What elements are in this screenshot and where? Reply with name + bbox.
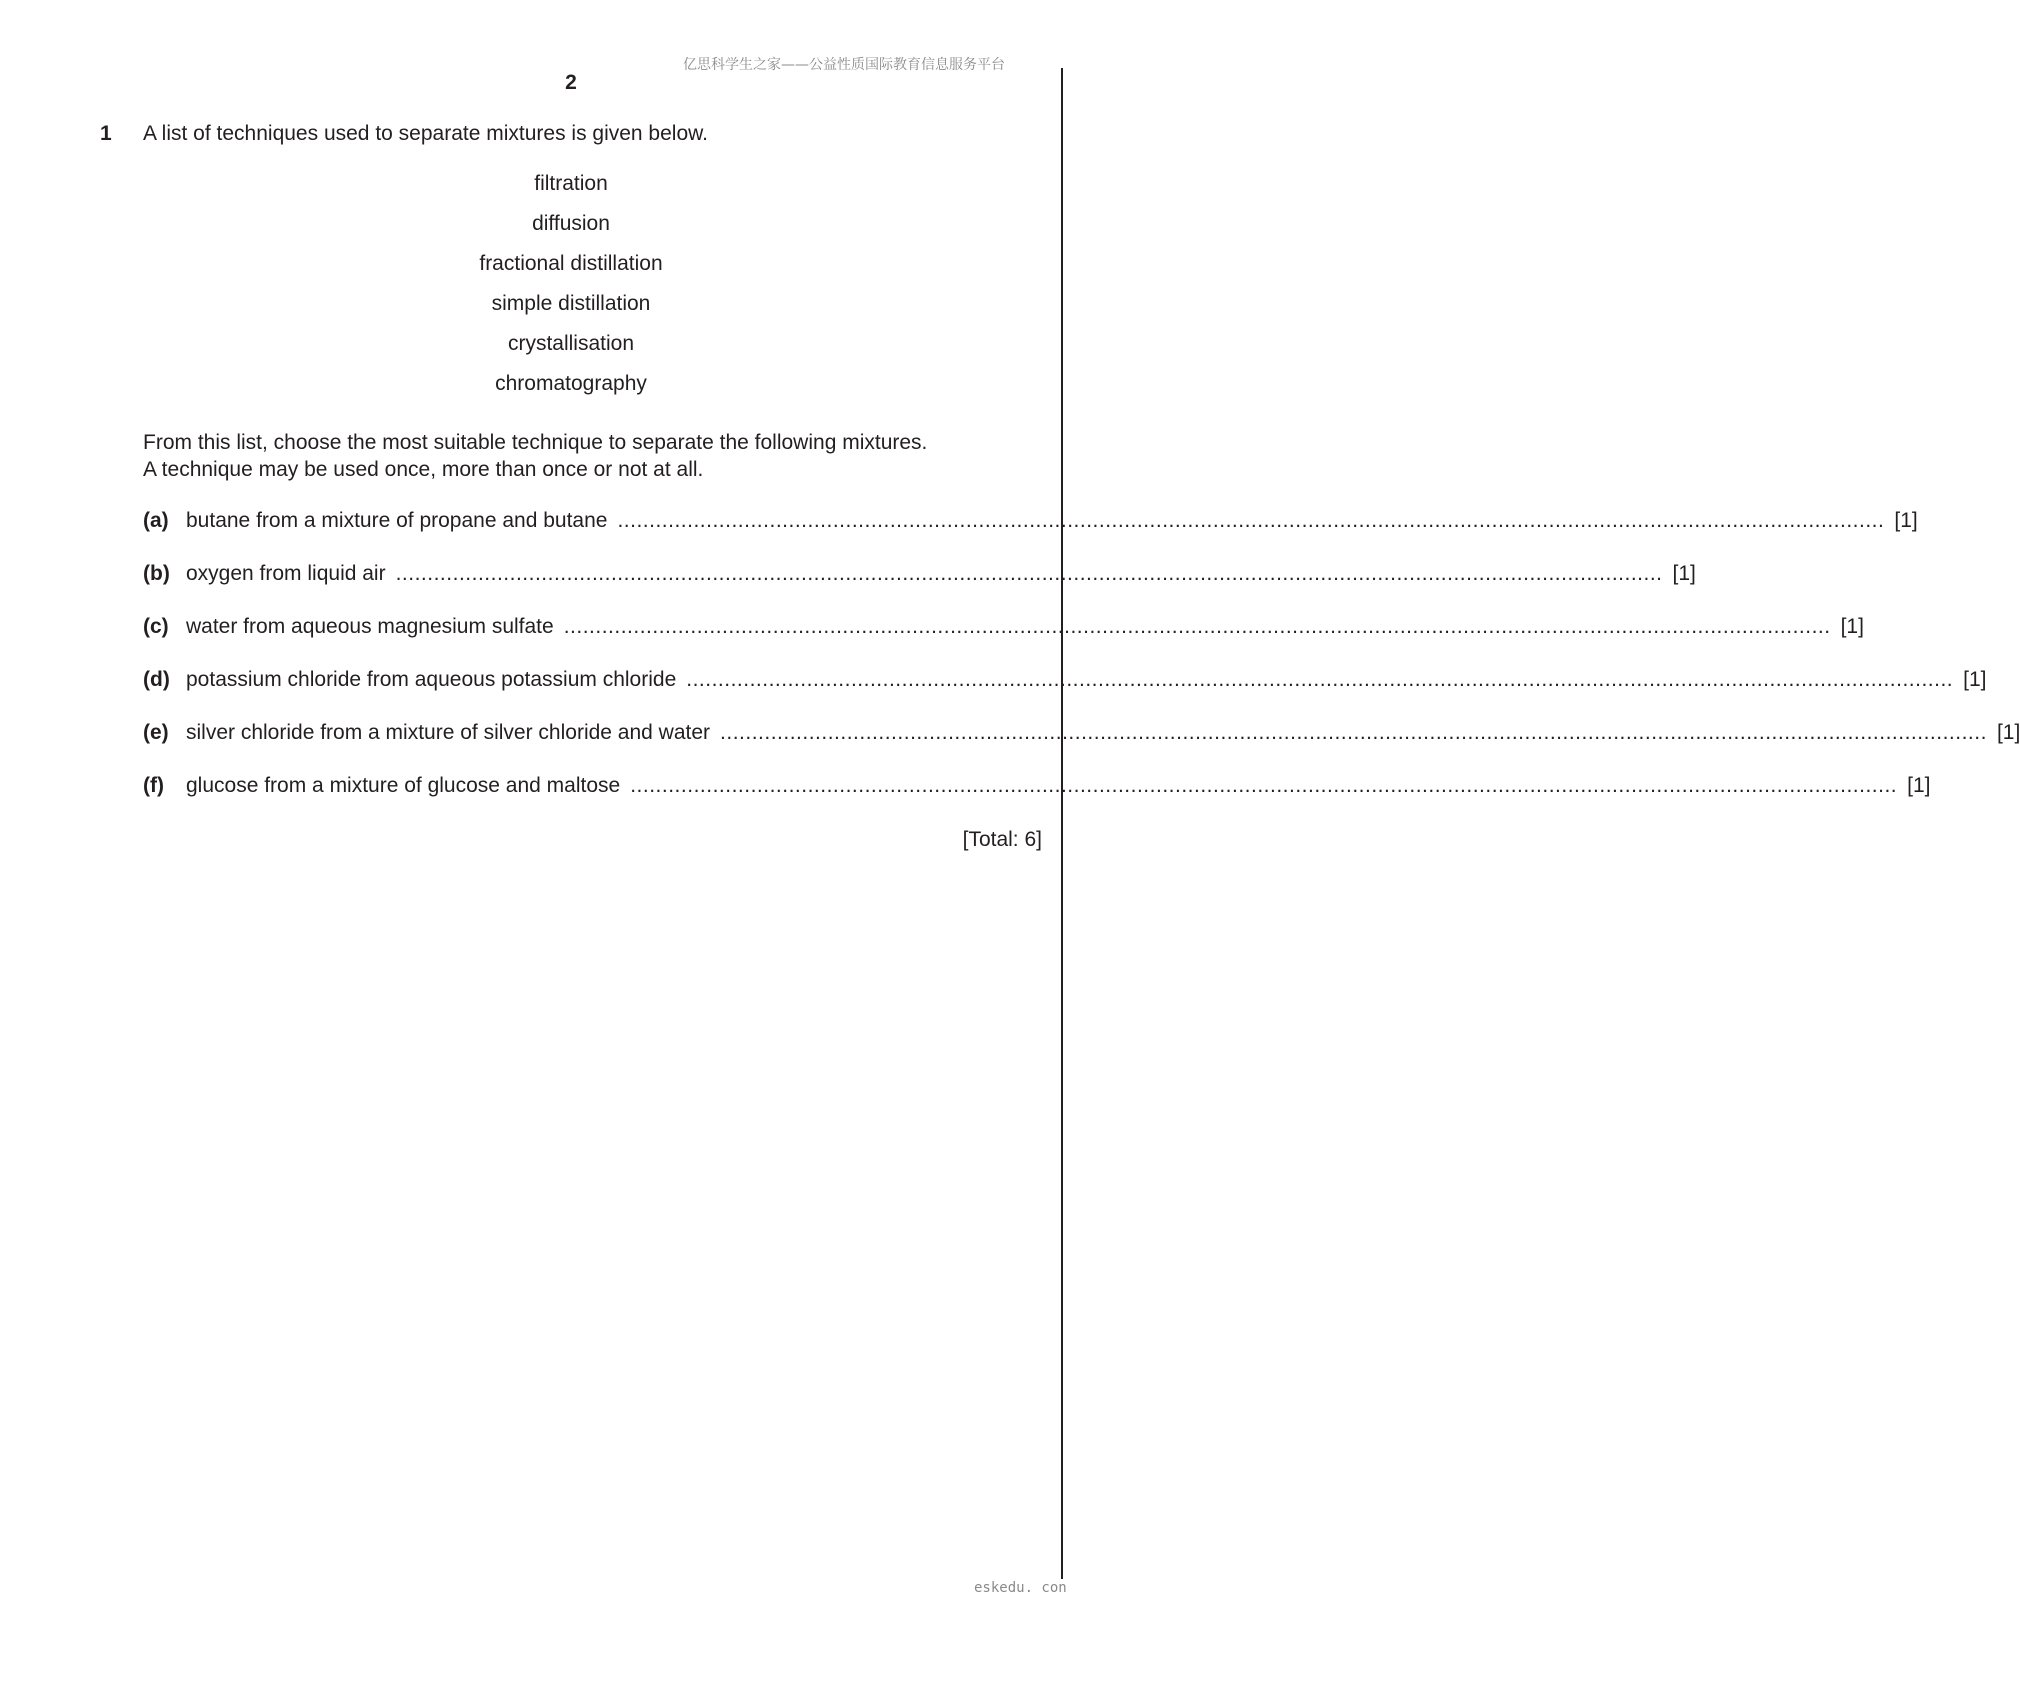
part-label: (c) (143, 615, 169, 638)
part-label: (a) (143, 509, 169, 532)
part-label: (e) (143, 721, 169, 744)
part-text: glucose from a mixture of glucose and maltose (186, 774, 621, 797)
part-label: (d) (143, 668, 170, 691)
technique-item: diffusion (532, 212, 610, 235)
question-number: 1 (100, 122, 112, 145)
answer-line[interactable]: ........................................................................................................................................................................................................ (617, 509, 1885, 532)
part-label: (b) (143, 562, 170, 585)
total-marks: [Total: 6] (962, 828, 1042, 851)
technique-item: fractional distillation (479, 252, 663, 275)
part-text: water from aqueous magnesium sulfate (186, 615, 554, 638)
part-text: oxygen from liquid air (186, 562, 386, 585)
question-part-e (143, 720, 2020, 773)
part-mark: [1] (1894, 509, 1918, 532)
technique-list (0, 172, 1142, 412)
header-watermark: 亿思科学生之家——公益性质国际教育信息服务平台 (683, 57, 1005, 73)
part-text: butane from a mixture of propane and butane (186, 509, 608, 532)
part-mark: [1] (1907, 774, 1931, 797)
question-part-c (143, 614, 1864, 667)
part-label: (f) (143, 774, 164, 797)
part-mark: [1] (1996, 721, 2020, 744)
footer-watermark: eskedu. con (974, 1580, 1067, 1596)
question-part-d (143, 667, 1987, 720)
answer-line[interactable]: ........................................................................................................................................................................................................ (686, 668, 1954, 691)
answer-line[interactable]: ........................................................................................................................................................................................................ (630, 774, 1898, 797)
question-part-f (143, 773, 1931, 826)
answer-line[interactable]: ........................................................................................................................................................................................................ (395, 562, 1663, 585)
technique-item: chromatography (495, 372, 647, 395)
part-mark: [1] (1672, 562, 1696, 585)
instructions (143, 429, 927, 483)
part-text: potassium chloride from aqueous potassium chloride (186, 668, 677, 691)
answer-line[interactable]: ........................................................................................................................................................................................................ (720, 721, 1987, 744)
technique-item: simple distillation (491, 292, 651, 315)
part-mark: [1] (1963, 668, 1987, 691)
answer-line[interactable]: ........................................................................................................................................................................................................ (563, 615, 1831, 638)
question-part-b (143, 561, 1696, 614)
instruction-line: From this list, choose the most suitable technique to separate the following mixtures. (143, 431, 928, 454)
part-text: silver chloride from a mixture of silver chloride and water (186, 721, 711, 744)
instruction-line: A technique may be used once, more than once or not at all. (143, 458, 704, 481)
technique-item: crystallisation (507, 332, 635, 355)
question-intro: A list of techniques used to separate mixtures is given below. (143, 122, 708, 145)
part-mark: [1] (1840, 615, 1864, 638)
technique-item: filtration (534, 172, 608, 195)
question-parts (143, 508, 2020, 826)
question-part-a (143, 508, 1918, 561)
page-number: 2 (565, 71, 577, 94)
